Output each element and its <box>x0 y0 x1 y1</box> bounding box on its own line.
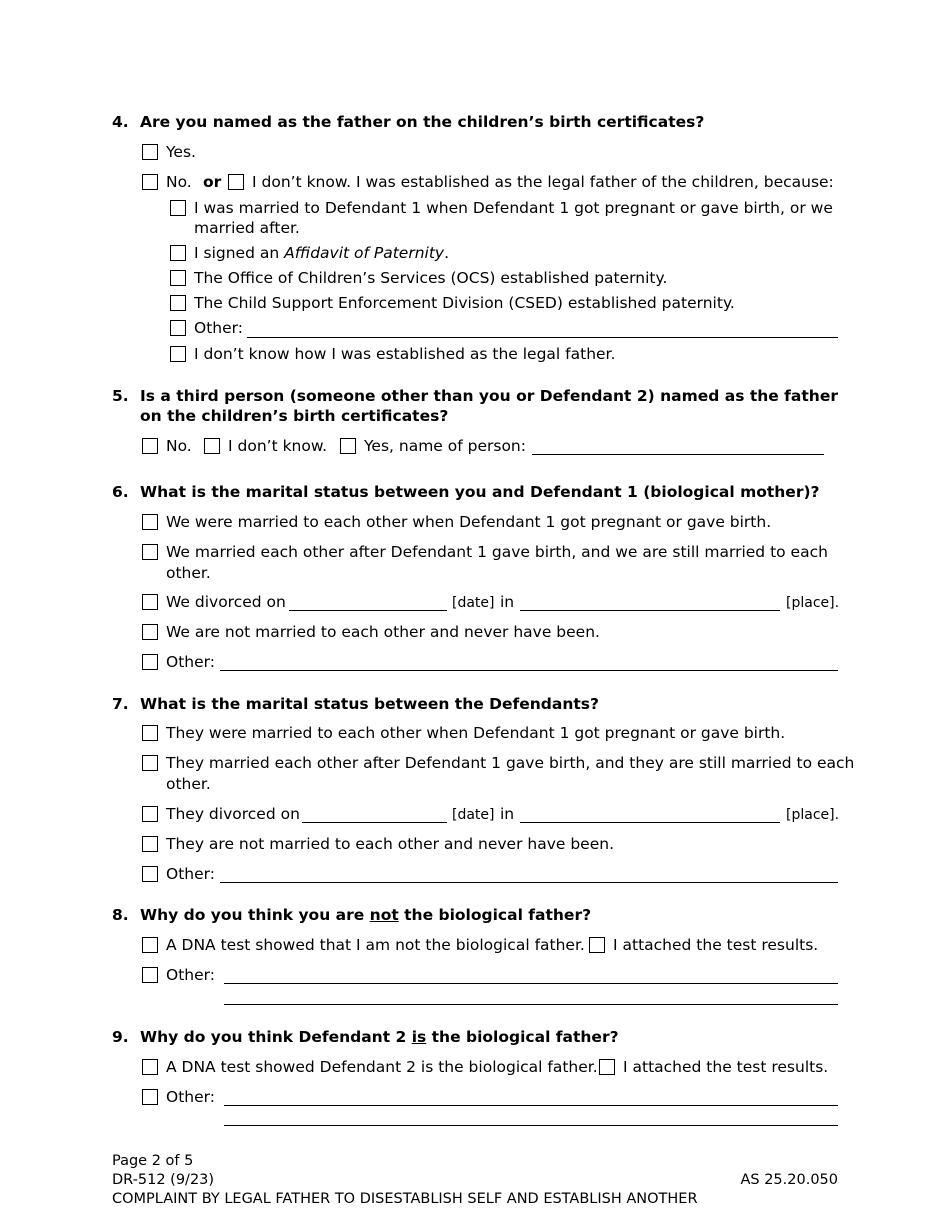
q5-question-1: Is a third person (someone other than you or Defendant 2) named as the father <box>140 387 838 405</box>
q8-number: 8. <box>112 906 129 924</box>
q7-opt2-checkbox[interactable] <box>142 755 158 771</box>
q9-question: Why do you think Defendant 2 is the biological father? <box>140 1028 619 1046</box>
q5-yes-label: Yes, name of person: <box>364 437 526 455</box>
footer-page: Page 2 of 5 <box>112 1153 194 1169</box>
q4-ocs-checkbox[interactable] <box>170 270 186 286</box>
q4-other-checkbox[interactable] <box>170 320 186 336</box>
q5-no-checkbox[interactable] <box>142 438 158 454</box>
q9-dna-label: A DNA test showed Defendant 2 is the biological father. <box>166 1058 598 1076</box>
q5-number: 5. <box>112 387 129 405</box>
q6-number: 6. <box>112 483 129 501</box>
q6-divorced-checkbox[interactable] <box>142 594 158 610</box>
q8-dna-checkbox[interactable] <box>142 937 158 953</box>
q4-question: Are you named as the father on the children’s birth certificates? <box>140 113 705 131</box>
q8-other-checkbox[interactable] <box>142 967 158 983</box>
q6-place-hint: [place]. <box>786 595 840 611</box>
q6-other-line[interactable] <box>220 670 838 671</box>
q6-place-line[interactable] <box>520 610 780 611</box>
q7-other-checkbox[interactable] <box>142 866 158 882</box>
q6-never-checkbox[interactable] <box>142 624 158 640</box>
q4-dont-know-checkbox[interactable] <box>228 174 244 190</box>
q7-place-hint: [place]. <box>786 807 840 823</box>
q6-other-label: Other: <box>166 653 215 671</box>
q7-date-hint: [date] <box>452 807 495 823</box>
q8-other-label: Other: <box>166 966 215 984</box>
q6-opt2-checkbox[interactable] <box>142 544 158 560</box>
q7-never-label: They are not married to each other and never have been. <box>166 835 615 853</box>
q4-yes-label: Yes. <box>166 143 196 161</box>
q4-dont-know-how-label: I don’t know how I was established as the legal father. <box>194 345 616 363</box>
q9-attached-checkbox[interactable] <box>599 1059 615 1075</box>
q7-in-label: in <box>500 805 515 823</box>
q4-or-label: or <box>203 173 222 191</box>
q9-attached-label: I attached the test results. <box>623 1058 829 1076</box>
q4-no-checkbox[interactable] <box>142 174 158 190</box>
q9-number: 9. <box>112 1028 129 1046</box>
q6-question: What is the marital status between you and Defendant 1 (biological mother)? <box>140 483 820 501</box>
q8-other-line-1[interactable] <box>224 983 838 984</box>
q6-never-label: We are not married to each other and never have been. <box>166 623 600 641</box>
q6-date-hint: [date] <box>452 595 495 611</box>
q7-opt1-label: They were married to each other when Defendant 1 got pregnant or gave birth. <box>166 724 786 742</box>
q7-never-checkbox[interactable] <box>142 836 158 852</box>
footer-title: COMPLAINT BY LEGAL FATHER TO DISESTABLISH SELF AND ESTABLISH ANOTHER <box>112 1191 698 1207</box>
q4-csed-checkbox[interactable] <box>170 295 186 311</box>
q9-other-checkbox[interactable] <box>142 1089 158 1105</box>
q7-divorced-label: They divorced on <box>166 805 300 823</box>
q5-no-label: No. <box>166 437 192 455</box>
q5-question-2: on the children’s birth certificates? <box>140 407 449 425</box>
q6-date-line[interactable] <box>289 610 447 611</box>
q4-affidavit-checkbox[interactable] <box>170 245 186 261</box>
q6-other-checkbox[interactable] <box>142 654 158 670</box>
q7-other-line[interactable] <box>220 882 838 883</box>
q7-date-line[interactable] <box>302 822 447 823</box>
q9-other-label: Other: <box>166 1088 215 1106</box>
q9-dna-checkbox[interactable] <box>142 1059 158 1075</box>
q9-other-line-1[interactable] <box>224 1105 838 1106</box>
q7-divorced-checkbox[interactable] <box>142 806 158 822</box>
q7-other-label: Other: <box>166 865 215 883</box>
q4-dont-know-how-checkbox[interactable] <box>170 346 186 362</box>
q5-yes-checkbox[interactable] <box>340 438 356 454</box>
q7-opt2-label-1: They married each other after Defendant 1 gave birth, and they are still married to each <box>166 754 855 772</box>
q5-dont-know-checkbox[interactable] <box>204 438 220 454</box>
q4-other-line[interactable] <box>247 337 838 338</box>
q4-married-label-1: I was married to Defendant 1 when Defendant 1 got pregnant or gave birth, or we <box>194 199 833 217</box>
q7-opt1-checkbox[interactable] <box>142 725 158 741</box>
q4-married-checkbox[interactable] <box>170 200 186 216</box>
q4-dont-know-label: I don’t know. I was established as the legal father of the children, because: <box>252 173 834 191</box>
q8-other-line-2[interactable] <box>224 1004 838 1005</box>
q7-question: What is the marital status between the Defendants? <box>140 695 600 713</box>
q8-question: Why do you think you are not the biological father? <box>140 906 592 924</box>
q4-csed-label: The Child Support Enforcement Division (CSED) established paternity. <box>194 294 735 312</box>
q7-place-line[interactable] <box>520 822 780 823</box>
q8-attached-label: I attached the test results. <box>613 936 819 954</box>
q6-opt1-label: We were married to each other when Defendant 1 got pregnant or gave birth. <box>166 513 772 531</box>
q6-divorced-label: We divorced on <box>166 593 286 611</box>
q6-opt1-checkbox[interactable] <box>142 514 158 530</box>
q4-no-label: No. <box>166 173 192 191</box>
q4-ocs-label: The Office of Children’s Services (OCS) established paternity. <box>194 269 668 287</box>
footer-statute: AS 25.20.050 <box>740 1172 838 1188</box>
q4-married-label-2: married after. <box>194 219 300 237</box>
q5-dont-know-label: I don’t know. <box>228 437 328 455</box>
q8-dna-label: A DNA test showed that I am not the biological father. <box>166 936 585 954</box>
q8-attached-checkbox[interactable] <box>589 937 605 953</box>
q4-yes-checkbox[interactable] <box>142 144 158 160</box>
q6-opt2-label-1: We married each other after Defendant 1 gave birth, and we are still married to each <box>166 543 828 561</box>
q6-in-label: in <box>500 593 515 611</box>
q7-number: 7. <box>112 695 129 713</box>
footer-form-code: DR-512 (9/23) <box>112 1172 215 1188</box>
q7-opt2-label-2: other. <box>166 775 211 793</box>
q4-other-label: Other: <box>194 319 243 337</box>
q5-name-line[interactable] <box>532 454 824 455</box>
q6-opt2-label-2: other. <box>166 564 211 582</box>
q4-number: 4. <box>112 113 129 131</box>
q9-other-line-2[interactable] <box>224 1125 838 1126</box>
q4-affidavit-label: I signed an Affidavit of Paternity. <box>194 244 450 262</box>
